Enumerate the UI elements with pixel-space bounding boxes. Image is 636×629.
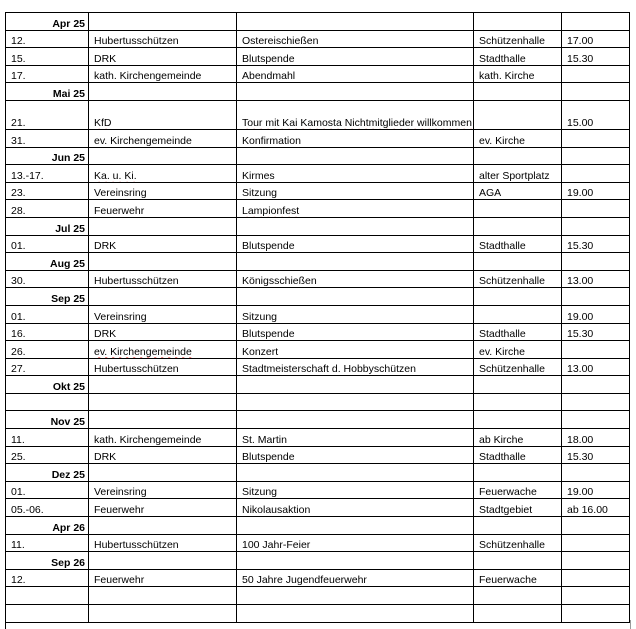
event-cell: St. Martin [237,429,474,447]
month-label: Sep 26 [6,552,89,570]
empty-cell [237,517,474,535]
event-row [6,341,630,359]
empty-cell [562,83,630,101]
time-cell: 13.00 [562,270,630,288]
empty-cell [237,464,474,482]
empty-cell [237,13,474,31]
location-cell: Schützenhalle [474,30,562,48]
empty-cell [474,147,562,165]
empty-cell [89,217,237,235]
event-cell: Blutspende [237,48,474,66]
spellcheck-flagged-text: Ka. u. Ki. [94,169,137,182]
empty-cell [562,517,630,535]
date-cell: 21. [6,100,89,129]
date-cell: 30. [6,270,89,288]
organizer-cell: DRK [89,235,237,253]
event-row [6,499,630,517]
organizer-cell: Hubertusschützen [89,358,237,376]
date-cell: 13.-17. [6,165,89,183]
empty-cell [237,552,474,570]
event-cell: Ostereischießen [237,30,474,48]
date-cell: 31. [6,129,89,147]
location-cell [474,100,562,129]
organizer-cell: Vereinsring [89,481,237,499]
organizer-cell: Hubertusschützen [89,30,237,48]
location-cell: ab Kirche [474,429,562,447]
month-label: Sep 25 [6,288,89,306]
event-row [6,48,630,66]
event-cell: Blutspende [237,235,474,253]
event-cell: Blutspende [237,323,474,341]
event-row [6,182,630,200]
event-row [6,393,630,411]
month-header-row [6,411,630,429]
event-row [6,165,630,183]
event-row [6,200,630,218]
empty-cell [237,83,474,101]
empty-cell [89,517,237,535]
month-label: Apr 26 [6,517,89,535]
month-header-row [6,253,630,271]
date-cell: 15. [6,48,89,66]
empty-cell [474,217,562,235]
organizer-cell [89,100,237,129]
empty-cell [562,552,630,570]
date-cell: 26. [6,341,89,359]
event-cell [237,100,474,129]
event-cell: Blutspende [237,446,474,464]
empty-cell [474,13,562,31]
date-cell: 25. [6,446,89,464]
organizer-cell: Vereinsring [89,182,237,200]
empty-cell [474,376,562,394]
empty-cell [474,411,562,429]
month-label: Dez 25 [6,464,89,482]
time-cell [562,65,630,83]
organizer-cell: Vereinsring [89,305,237,323]
empty-cell [474,288,562,306]
empty-cell [89,552,237,570]
empty-cell [89,147,237,165]
month-header-row [6,464,630,482]
organizer-cell: Feuerwehr [89,499,237,517]
location-cell: AGA [474,182,562,200]
event-cell: Konzert [237,341,474,359]
event-table [5,12,630,623]
organizer-cell [89,341,237,359]
date-cell [6,587,89,605]
empty-cell [474,552,562,570]
empty-cell [562,464,630,482]
time-cell [562,341,630,359]
date-cell: 12. [6,30,89,48]
location-cell: kath. Kirche [474,65,562,83]
location-cell: Feuerwache [474,569,562,587]
event-row [6,534,630,552]
organizer-cell [89,165,237,183]
empty-cell [237,411,474,429]
event-row [6,481,630,499]
date-cell: 23. [6,182,89,200]
empty-cell [562,217,630,235]
time-cell: 15.30 [562,48,630,66]
event-row [6,30,630,48]
time-cell [562,534,630,552]
month-header-row [6,517,630,535]
organizer-cell: DRK [89,48,237,66]
time-cell: 17.00 [562,30,630,48]
time-cell: 19.00 [562,481,630,499]
month-header-row [6,217,630,235]
event-row [6,129,630,147]
date-cell: 16. [6,323,89,341]
date-cell: 27. [6,358,89,376]
event-cell: Sitzung [237,305,474,323]
month-label: Jun 25 [6,147,89,165]
event-row [6,235,630,253]
event-cell: Abendmahl [237,65,474,83]
time-cell: 18.00 [562,429,630,447]
empty-cell [474,83,562,101]
organizer-cell: kath. Kirchengemeinde [89,65,237,83]
month-label: Aug 25 [6,253,89,271]
empty-cell [89,83,237,101]
time-cell: 19.00 [562,182,630,200]
event-row [6,100,630,129]
location-cell: Stadthalle [474,48,562,66]
location-cell: alter Sportplatz [474,165,562,183]
date-cell: 17. [6,65,89,83]
location-cell: Schützenhalle [474,534,562,552]
event-cell: Königsschießen [237,270,474,288]
spellcheck-flagged-text: ev. Kirchengemeinde [94,345,192,358]
location-cell: Stadtgebiet [474,499,562,517]
month-header-row [6,83,630,101]
event-cell: Konfirmation [237,129,474,147]
time-cell: 19.00 [562,305,630,323]
date-cell [6,393,89,411]
location-cell [474,305,562,323]
time-cell [562,165,630,183]
date-cell: 28. [6,200,89,218]
time-cell: 13.00 [562,358,630,376]
location-cell: Stadthalle [474,235,562,253]
empty-cell [562,376,630,394]
event-cell: 50 Jahre Jugendfeuerwehr [237,569,474,587]
date-cell: 01. [6,305,89,323]
empty-cell [89,411,237,429]
empty-cell [89,13,237,31]
month-header-row [6,13,630,31]
date-cell: 11. [6,429,89,447]
organizer-cell: ev. Kirchengemeinde [89,129,237,147]
event-cell [237,393,474,411]
empty-cell [474,464,562,482]
location-cell: Stadthalle [474,446,562,464]
organizer-cell: kath. Kirchengemeinde [89,429,237,447]
date-cell: 01. [6,235,89,253]
time-cell: 15.00 [562,100,630,129]
empty-cell [562,13,630,31]
time-cell [562,393,630,411]
month-label: Apr 25 [6,13,89,31]
location-cell: ev. Kirche [474,129,562,147]
empty-cell [237,288,474,306]
location-cell [474,587,562,605]
time-cell [562,587,630,605]
month-label: Jul 25 [6,217,89,235]
event-table-body [6,13,630,623]
location-cell: ev. Kirche [474,341,562,359]
time-cell [562,129,630,147]
time-cell: ab 16.00 [562,499,630,517]
month-header-row [6,147,630,165]
event-cell: Nikolausaktion [237,499,474,517]
time-cell [562,569,630,587]
event-row [6,358,630,376]
empty-cell [237,217,474,235]
empty-cell [89,464,237,482]
location-cell: Stadthalle [474,323,562,341]
organizer-cell: Hubertusschützen [89,534,237,552]
month-header-row [6,552,630,570]
event-cell: Sitzung [237,481,474,499]
location-cell [474,200,562,218]
event-row [6,323,630,341]
empty-cell [89,376,237,394]
event-row [6,569,630,587]
empty-cell [562,147,630,165]
empty-cell [237,147,474,165]
organizer-cell: Hubertusschützen [89,270,237,288]
date-cell: 01. [6,481,89,499]
event-cell: 100 Jahr-Feier [237,534,474,552]
empty-cell [237,376,474,394]
event-calendar-sheet [5,12,629,623]
event-cell [237,587,474,605]
event-row [6,429,630,447]
time-cell [562,200,630,218]
organizer-cell [89,393,237,411]
spellcheck-flagged-text: KfD [94,116,112,129]
organizer-cell: DRK [89,323,237,341]
date-cell: 11. [6,534,89,552]
event-row [6,587,630,605]
date-cell: 05.-06. [6,499,89,517]
date-cell: 12. [6,569,89,587]
location-cell [474,393,562,411]
event-cell [237,200,474,218]
month-label: Mai 25 [6,83,89,101]
organizer-cell: DRK [89,446,237,464]
spellcheck-flagged-text: Tour mit Kai Kamosta Nichtmitglieder willkommen [242,116,472,129]
event-cell: Sitzung [237,182,474,200]
empty-cell [89,253,237,271]
event-cell: Kirmes [237,165,474,183]
month-label: Okt 25 [6,376,89,394]
location-cell: Feuerwache [474,481,562,499]
time-cell: 15.30 [562,323,630,341]
empty-cell [562,288,630,306]
empty-cell [237,253,474,271]
empty-cell [89,288,237,306]
event-cell: Stadtmeisterschaft d. Hobbyschützen [237,358,474,376]
month-header-row [6,376,630,394]
next-page-table-edge [5,620,631,629]
organizer-cell: Feuerwehr [89,569,237,587]
empty-cell [474,517,562,535]
empty-cell [474,253,562,271]
event-row [6,305,630,323]
event-row [6,446,630,464]
empty-cell [562,411,630,429]
spellcheck-flagged-text: Lampionfest [242,204,300,217]
organizer-cell: Feuerwehr [89,200,237,218]
organizer-cell [89,587,237,605]
time-cell: 15.30 [562,235,630,253]
month-header-row [6,288,630,306]
time-cell: 15.30 [562,446,630,464]
event-row [6,65,630,83]
empty-cell [562,253,630,271]
location-cell: Schützenhalle [474,270,562,288]
month-label: Nov 25 [6,411,89,429]
location-cell: Schützenhalle [474,358,562,376]
event-row [6,270,630,288]
